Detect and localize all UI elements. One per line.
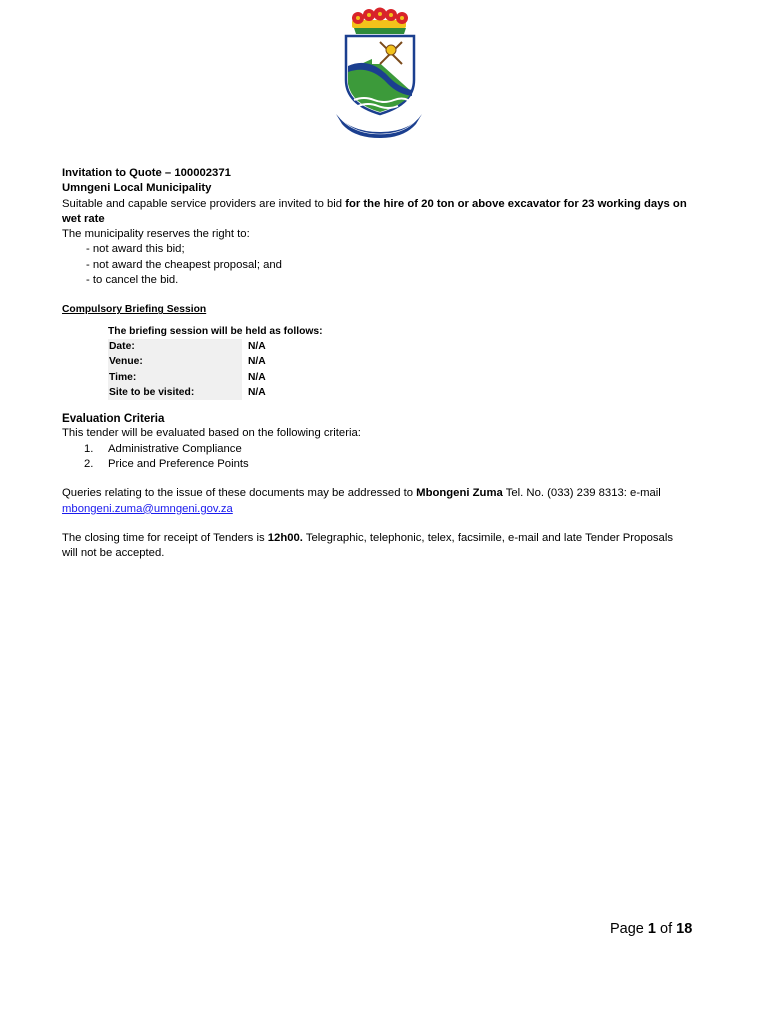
municipality-name: Umngeni Local Municipality: [62, 182, 212, 195]
briefing-label: Time:: [108, 370, 242, 385]
briefing-row: [108, 385, 702, 400]
intro-text: Suitable and capable service providers are invited to bid: [62, 197, 346, 210]
intro-paragraph: [62, 197, 702, 228]
list-item: [84, 457, 702, 472]
briefing-label: Date:: [108, 339, 242, 354]
evaluation-lead: This tender will be evaluated based on the following criteria:: [62, 427, 361, 440]
crown-flowers: [352, 8, 408, 35]
briefing-subheading: The briefing session will be held as follows:: [108, 325, 323, 337]
page-number: [610, 921, 692, 937]
page-of: of: [655, 921, 677, 937]
closing-text-continued: will not be accepted.: [62, 547, 165, 560]
contact-name: Mbongeni Zuma: [416, 487, 503, 500]
reserve-item: - to cancel the bid.: [86, 274, 179, 287]
closing-text: The closing time for receipt of Tenders is: [62, 531, 268, 544]
closing-time: 12h00.: [267, 531, 303, 544]
briefing-value: N/A: [248, 340, 266, 352]
queries-text: Queries relating to the issue of these documents may be addressed to: [62, 487, 417, 500]
briefing-value: N/A: [248, 371, 266, 383]
page-current: 1: [647, 921, 656, 937]
intro-bold-text: for the hire of 20 ton or above excavator for 23 working days on wet rate: [62, 197, 687, 225]
briefing-row: [108, 354, 702, 369]
municipality-crest-logo: [330, 6, 428, 138]
briefing-value: N/A: [248, 356, 266, 368]
queries-paragraph: [62, 486, 702, 501]
evaluation-heading: Evaluation Criteria: [62, 412, 165, 426]
shield: [346, 36, 414, 114]
queries-text: Tel. No. (033) 239 8313: e-mail: [502, 487, 661, 500]
briefing-row: [108, 370, 702, 385]
closing-paragraph: [62, 531, 702, 546]
email-link[interactable]: mbongeni.zuma@umngeni.gov.za: [62, 502, 233, 515]
document-title: Invitation to Quote – 100002371: [62, 167, 231, 179]
briefing-heading: Compulsory Briefing Session: [62, 304, 207, 316]
briefing-row: [108, 339, 702, 354]
list-item-text: Price and Preference Points: [108, 458, 249, 471]
reserve-item: - not award the cheapest proposal; and: [86, 258, 282, 271]
list-item: [84, 442, 702, 457]
briefing-value: N/A: [248, 386, 266, 398]
list-item-text: Administrative Compliance: [108, 442, 242, 455]
briefing-table: [108, 324, 702, 400]
list-item-number: 1.: [84, 442, 94, 455]
page-label: Page: [610, 921, 648, 937]
briefing-label: Venue:: [108, 354, 242, 369]
closing-text: Telegraphic, telephonic, telex, facsimile, e-mail and late Tender Proposals: [302, 531, 673, 544]
list-item-number: 2.: [84, 458, 94, 471]
document-body: [62, 166, 702, 562]
page-total: 18: [676, 921, 693, 937]
reserve-lead: The municipality reserves the right to:: [62, 228, 250, 241]
evaluation-list: [62, 442, 702, 473]
briefing-label: Site to be visited:: [108, 385, 242, 400]
reserve-item: - not award this bid;: [86, 243, 185, 256]
motto-ribbon: [336, 114, 422, 138]
